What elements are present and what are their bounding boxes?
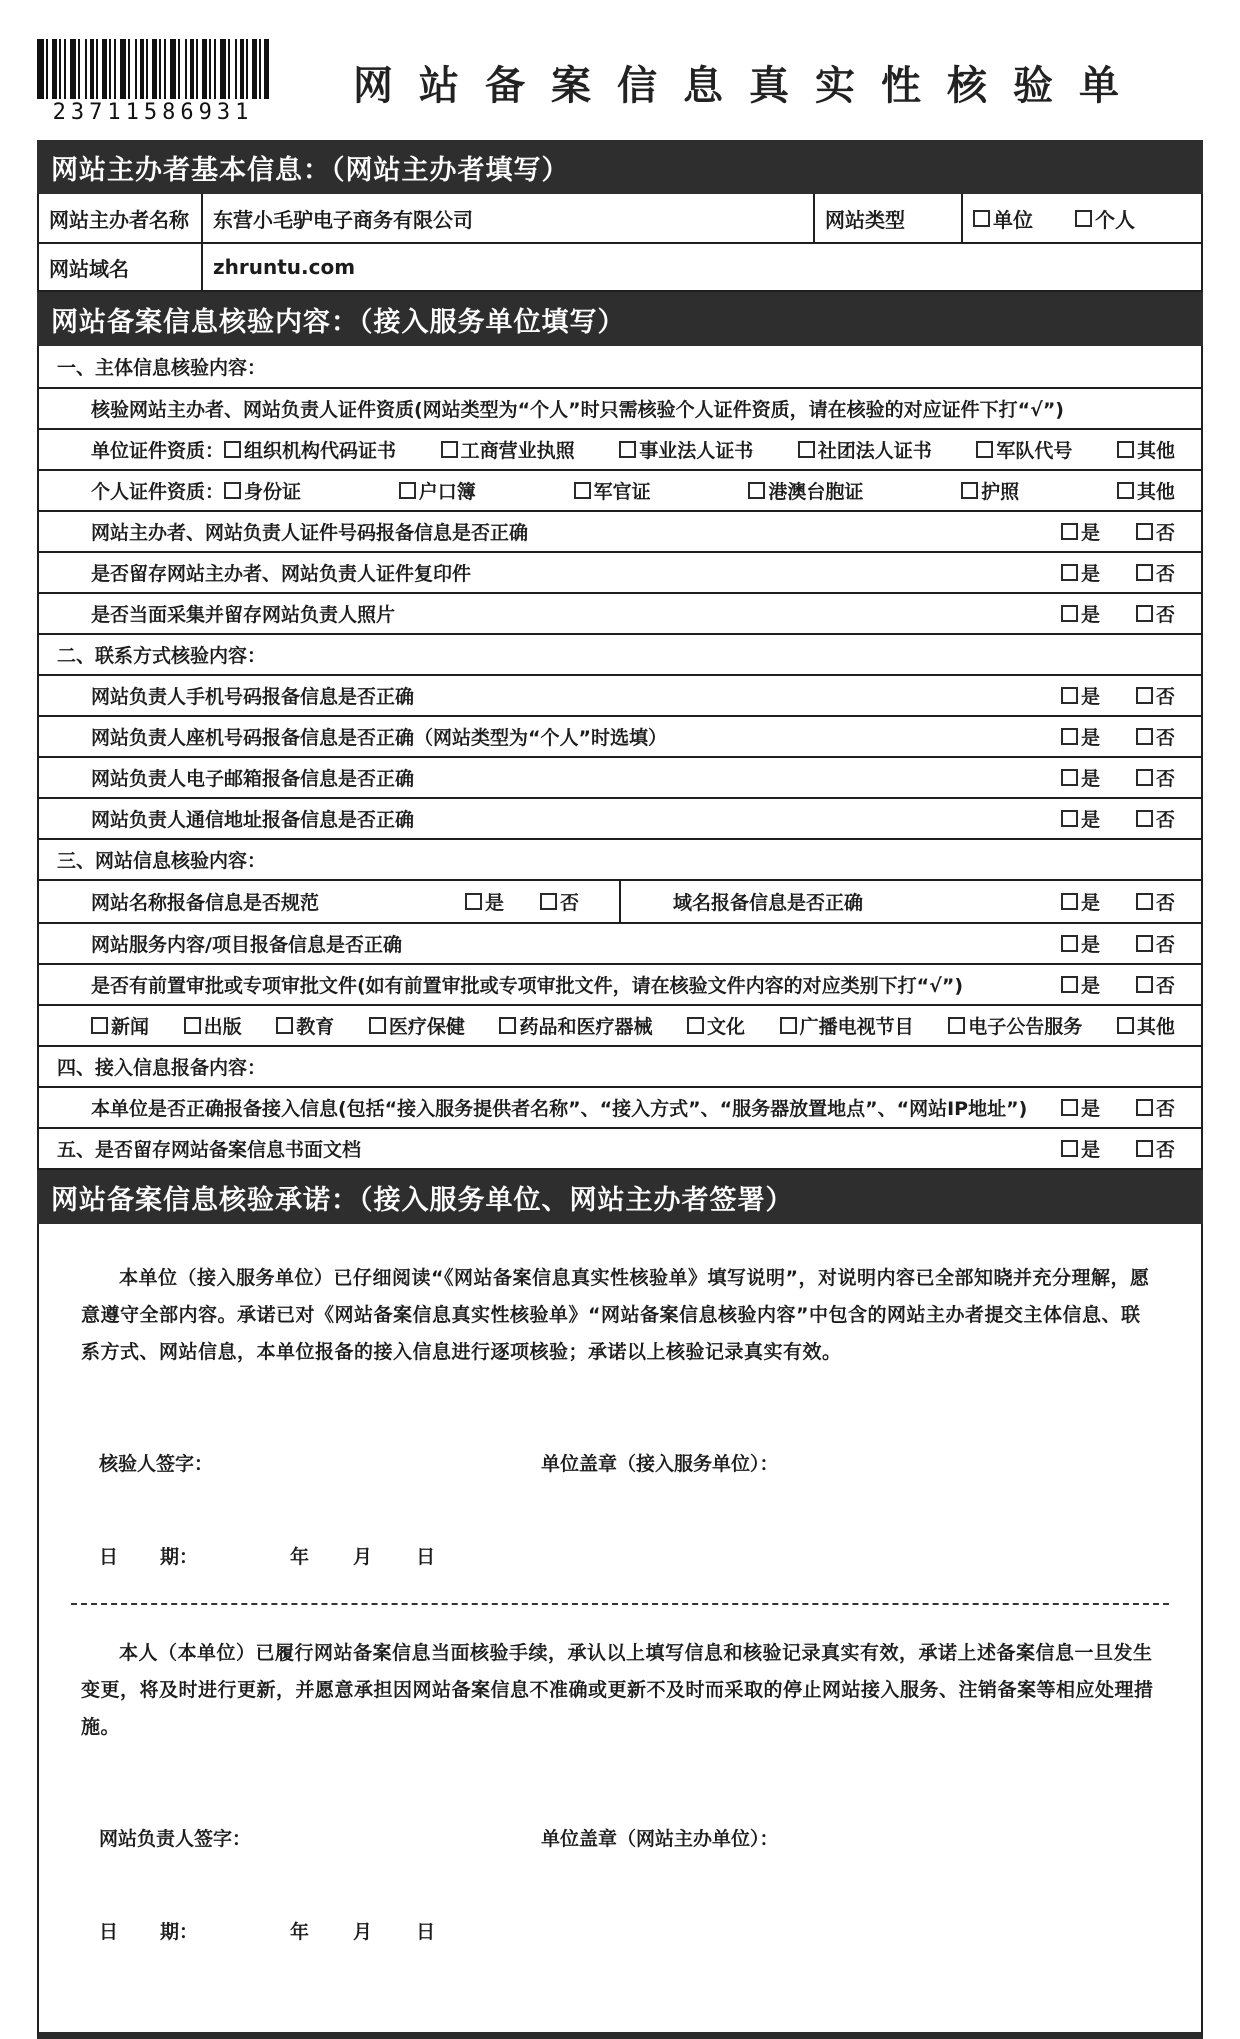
checkbox-no[interactable] <box>1136 559 1175 586</box>
checkbox-site-type-personal[interactable] <box>1075 204 1135 233</box>
checkbox-no[interactable] <box>540 888 579 915</box>
question-label: 是否留存网站主办者、网站负责人证件复印件 <box>91 563 472 585</box>
checkbox-icon <box>1061 1140 1078 1157</box>
checkbox-icon <box>1136 976 1153 993</box>
checkbox-yes[interactable] <box>1061 805 1100 832</box>
date-row-isp <box>81 1542 1159 1569</box>
masthead <box>37 30 1203 134</box>
checkbox-icon <box>1075 210 1092 227</box>
checkbox-military-id[interactable] <box>574 477 651 504</box>
checkbox-icon <box>687 1017 704 1034</box>
checkbox-icon <box>976 441 993 458</box>
pre-approval-row <box>39 963 1201 1004</box>
checkbox-icon <box>465 893 482 910</box>
checkbox-no[interactable] <box>1136 971 1175 998</box>
checkbox-icon <box>1136 935 1153 952</box>
site-manager-signature-label[interactable]: 网站负责人签字： <box>99 1828 252 1850</box>
checkbox-icon <box>1061 893 1078 910</box>
yes-no-group <box>1047 723 1175 750</box>
section-header-pledge: 网站备案信息核验承诺：（接入服务单位、网站主办者签署） <box>37 1170 1203 1224</box>
checkbox-label: 否 <box>1155 934 1175 956</box>
question-row <box>39 674 1201 715</box>
site-name-cell <box>39 881 621 922</box>
part1-note: 核验网站主办者、网站负责人证件资质(网站类型为“个人”时只需核验个人证件资质，请在核验的对应证件下打“√”) <box>39 387 1201 428</box>
checkbox-icon <box>184 1017 201 1034</box>
barcode-icon <box>37 39 269 99</box>
checkbox-icon <box>1061 935 1078 952</box>
checkbox-label: 否 <box>559 892 579 914</box>
checkbox-icon <box>1136 1099 1153 1116</box>
owner-seal-label[interactable]: 单位盖章（网站主办单位）： <box>541 1828 779 1850</box>
question-label: 域名报备信息是否正确 <box>673 892 864 914</box>
checkbox-icon <box>540 893 557 910</box>
checkbox-icon <box>1061 523 1078 540</box>
checkbox-yes[interactable] <box>1061 1094 1100 1121</box>
unit-cert-row <box>39 428 1201 469</box>
checkbox-drugs-devices[interactable] <box>499 1012 652 1039</box>
personal-cert-row <box>39 469 1201 510</box>
date-month-label[interactable]: 月 <box>353 1546 373 1568</box>
section-header-owner-info: 网站主办者基本信息：（网站主办者填写） <box>37 140 1203 194</box>
checkbox-yes[interactable] <box>1061 723 1100 750</box>
form-page <box>37 0 1203 2039</box>
checkbox-icon <box>574 482 591 499</box>
checkbox-label: 文化 <box>707 1016 746 1038</box>
part2-title: 二、联系方式核验内容： <box>39 633 1201 674</box>
checkbox-no[interactable] <box>1136 805 1175 832</box>
checkbox-icon <box>798 441 815 458</box>
checkbox-label: 否 <box>1155 975 1175 997</box>
category-row <box>39 1004 1201 1045</box>
checkbox-icon <box>948 1017 965 1034</box>
checkbox-label: 事业法人证书 <box>639 440 754 462</box>
checkbox-icon <box>499 1017 516 1034</box>
checkbox-icon <box>780 1017 797 1034</box>
checkbox-label: 否 <box>1155 563 1175 585</box>
checkbox-yes[interactable] <box>1061 518 1100 545</box>
checkbox-icon <box>276 1017 293 1034</box>
checkbox-label: 否 <box>1155 892 1175 914</box>
checkbox-icon <box>1136 893 1153 910</box>
yes-no-group <box>1047 971 1175 998</box>
checkbox-label: 身份证 <box>244 481 302 503</box>
checkbox-label: 其他 <box>1136 481 1175 503</box>
yes-no-group <box>1047 805 1175 832</box>
checkbox-icon <box>1136 564 1153 581</box>
question-label: 网站名称报备信息是否规范 <box>91 892 320 914</box>
domain-check-cell <box>621 881 1201 922</box>
checkbox-icon <box>1061 976 1078 993</box>
checkbox-label: 否 <box>1155 727 1175 749</box>
question-label: 是否当面采集并留存网站负责人照片 <box>91 604 396 626</box>
question-row <box>39 756 1201 797</box>
checkbox-no[interactable] <box>1136 930 1175 957</box>
checkbox-label: 是 <box>1080 563 1100 585</box>
checkbox-no[interactable] <box>1136 1094 1175 1121</box>
checkbox-yes[interactable] <box>1061 971 1100 998</box>
checkbox-icon <box>369 1017 386 1034</box>
checkbox-yes[interactable] <box>1061 888 1100 915</box>
checkbox-label: 是 <box>1080 1139 1100 1161</box>
date-year-label[interactable]: 年 <box>290 1921 310 1943</box>
question-row <box>39 592 1201 633</box>
checkbox-label: 个人 <box>1095 207 1135 232</box>
checkbox-no[interactable] <box>1136 1135 1175 1162</box>
checkbox-label: 是 <box>1080 975 1100 997</box>
checkbox-healthcare[interactable] <box>369 1012 465 1039</box>
pledge-paragraph-isp: 本单位（接入服务单位）已仔细阅读“《网站备案信息真实性核验单》填写说明”，对说明内容已全部知晓并充分理解，愿意遵守全部内容。承诺已对《网站备案信息真实性核验单》“网站备案信息核验内容”中包含的网站主办者提交主体信息、联系方式、网站信息，本单位报备的接入信息进行逐项核验；承诺以上核验记录真实有效。 <box>81 1267 1150 1363</box>
section-header-verify-content: 网站备案信息核验内容：（接入服务单位填写） <box>37 292 1203 346</box>
yes-no-group <box>1047 682 1175 709</box>
yes-no-group <box>1047 1094 1175 1121</box>
date-day-label[interactable]: 日 <box>416 1921 436 1943</box>
access-info-row <box>39 1086 1201 1127</box>
question-row <box>39 551 1201 592</box>
checkbox-yes[interactable] <box>1061 682 1100 709</box>
question-label: 网站负责人通信地址报备信息是否正确 <box>91 809 415 831</box>
unit-cert-label: 单位证件资质： <box>91 440 225 462</box>
checkbox-icon <box>1061 810 1078 827</box>
yes-no-group <box>1047 600 1175 627</box>
site-type-label: 网站类型 <box>813 194 961 242</box>
table-row <box>39 194 1201 242</box>
table-row <box>39 242 1201 290</box>
checkbox-yes[interactable] <box>1061 764 1100 791</box>
checkbox-icon <box>1061 564 1078 581</box>
checkbox-yes[interactable] <box>1061 600 1100 627</box>
personal-cert-label: 个人证件资质： <box>91 481 225 503</box>
sign-row-owner <box>81 1824 1159 1851</box>
question-label: 五、是否留存网站备案信息书面文档 <box>57 1139 362 1161</box>
checkbox-label: 社团法人证书 <box>817 440 932 462</box>
barcode-block <box>37 39 285 125</box>
checkbox-icon <box>1136 605 1153 622</box>
checkbox-publishing[interactable] <box>184 1012 242 1039</box>
sign-row-isp <box>81 1449 1159 1476</box>
checkbox-label: 军官证 <box>593 481 651 503</box>
question-label: 网站主办者、网站负责人证件号码报备信息是否正确 <box>91 522 529 544</box>
question-row <box>39 715 1201 756</box>
checkbox-label: 组织机构代码证书 <box>244 440 397 462</box>
verifier-signature-label[interactable]: 核验人签字： <box>99 1453 214 1475</box>
checkbox-no[interactable] <box>1136 723 1175 750</box>
question-label: 网站服务内容/项目报备信息是否正确 <box>91 934 402 956</box>
yes-no-group <box>1047 764 1175 791</box>
part5-row <box>39 1127 1201 1168</box>
checkbox-label: 是 <box>1080 892 1100 914</box>
verify-table <box>37 346 1203 1170</box>
checkbox-broadcast-tv[interactable] <box>780 1012 914 1039</box>
checkbox-label: 是 <box>1080 768 1100 790</box>
checkbox-label: 否 <box>1155 686 1175 708</box>
checkbox-icon <box>1136 523 1153 540</box>
checkbox-label: 否 <box>1155 1139 1175 1161</box>
checkbox-label: 其他 <box>1136 1016 1175 1038</box>
checkbox-icon <box>1061 728 1078 745</box>
checkbox-institution-cert[interactable] <box>619 436 753 463</box>
date-label: 期： <box>160 1921 199 1943</box>
checkbox-label: 是 <box>1080 934 1100 956</box>
checkbox-label: 是 <box>1080 727 1100 749</box>
checkbox-icon <box>1061 769 1078 786</box>
checkbox-label: 教育 <box>296 1016 335 1038</box>
checkbox-no[interactable] <box>1136 682 1175 709</box>
checkbox-icon <box>1117 482 1134 499</box>
question-label: 网站负责人手机号码报备信息是否正确 <box>91 686 415 708</box>
checkbox-hk-macao-taiwan-permit[interactable] <box>748 477 863 504</box>
checkbox-personal-other[interactable] <box>1117 477 1175 504</box>
checkbox-icon <box>973 210 990 227</box>
owner-name-label: 网站主办者名称 <box>49 207 189 232</box>
checkbox-label: 否 <box>1155 809 1175 831</box>
checkbox-household-register[interactable] <box>399 477 476 504</box>
checkbox-yes[interactable] <box>1061 1135 1100 1162</box>
checkbox-icon <box>1136 1140 1153 1157</box>
checkbox-label: 电子公告服务 <box>968 1016 1083 1038</box>
question-row <box>39 922 1201 963</box>
date-year-label[interactable]: 年 <box>290 1546 310 1568</box>
checkbox-label: 是 <box>1080 604 1100 626</box>
checkbox-no[interactable] <box>1136 518 1175 545</box>
checkbox-culture[interactable] <box>687 1012 745 1039</box>
checkbox-yes[interactable] <box>465 888 504 915</box>
checkbox-label: 是 <box>1080 686 1100 708</box>
pledge-box <box>37 1224 1203 2039</box>
barcode-number: 23711586931 <box>52 100 254 125</box>
checkbox-no[interactable] <box>1136 764 1175 791</box>
date-month-label[interactable]: 月 <box>353 1921 373 1943</box>
checkbox-social-org-cert[interactable] <box>798 436 932 463</box>
checkbox-label: 广播电视节目 <box>799 1016 914 1038</box>
checkbox-business-license[interactable] <box>441 436 575 463</box>
checkbox-icon <box>1061 687 1078 704</box>
checkbox-bbs-service[interactable] <box>948 1012 1082 1039</box>
personal-cert-lead <box>91 477 301 504</box>
question-row <box>39 510 1201 551</box>
checkbox-icon <box>224 482 241 499</box>
checkbox-label: 否 <box>1155 1098 1175 1120</box>
yes-no-group <box>1047 518 1175 545</box>
checkbox-yes[interactable] <box>1061 559 1100 586</box>
checkbox-news[interactable] <box>91 1012 149 1039</box>
checkbox-label: 否 <box>1155 522 1175 544</box>
checkbox-icon <box>1061 605 1078 622</box>
checkbox-yes[interactable] <box>1061 930 1100 957</box>
checkbox-label: 是 <box>1080 809 1100 831</box>
checkbox-label: 出版 <box>203 1016 242 1038</box>
question-label: 本单位是否正确报备接入信息(包括“接入服务提供者名称”、“接入方式”、“服务器放置地点”、“网站IP地址”) <box>91 1098 1028 1120</box>
site-name-domain-row <box>39 879 1201 922</box>
checkbox-label: 是 <box>1080 522 1100 544</box>
part3-title: 三、网站信息核验内容： <box>39 838 1201 879</box>
date-label: 日 <box>99 1546 119 1568</box>
checkbox-unit-other[interactable] <box>1117 436 1175 463</box>
checkbox-icon <box>619 441 636 458</box>
checkbox-passport[interactable] <box>961 477 1019 504</box>
question-label: 网站负责人座机号码报备信息是否正确（网站类型为“个人”时选填） <box>91 727 667 749</box>
checkbox-icon <box>1136 810 1153 827</box>
checkbox-site-type-unit[interactable] <box>973 204 1033 233</box>
checkbox-icon <box>1136 769 1153 786</box>
domain-label: 网站域名 <box>49 256 129 281</box>
owner-name-value[interactable]: 东营小毛驴电子商务有限公司 <box>201 194 813 242</box>
yes-no-group <box>1047 888 1175 915</box>
isp-seal-label[interactable]: 单位盖章（接入服务单位）： <box>541 1453 779 1475</box>
checkbox-id-card[interactable] <box>224 477 301 504</box>
cut-line <box>71 1603 1169 1605</box>
question-row <box>39 797 1201 838</box>
checkbox-org-code-cert[interactable] <box>224 436 396 463</box>
checkbox-icon <box>91 1017 108 1034</box>
checkbox-icon <box>1117 1017 1134 1034</box>
checkbox-label: 是 <box>1080 1098 1100 1120</box>
checkbox-icon <box>441 441 458 458</box>
checkbox-label: 否 <box>1155 768 1175 790</box>
checkbox-no[interactable] <box>1136 888 1175 915</box>
pledge-paragraph-owner: 本人（本单位）已履行网站备案信息当面核验手续，承认以上填写信息和核验记录真实有效，承诺上述备案信息一旦发生变更，将及时进行更新，并愿意承担因网站备案信息不准确或更新不及时而采取的停止网站接入服务、注销备案等相应处理措施。 <box>81 1642 1154 1738</box>
checkbox-military-code[interactable] <box>976 436 1072 463</box>
checkbox-category-other[interactable] <box>1117 1012 1175 1039</box>
question-label: 是否有前置审批或专项审批文件(如有前置审批或专项审批文件，请在核验文件内容的对应类别下打“√”) <box>91 975 964 997</box>
checkbox-label: 否 <box>1155 604 1175 626</box>
checkbox-label: 军队代号 <box>996 440 1073 462</box>
checkbox-label: 药品和医疗器械 <box>519 1016 653 1038</box>
checkbox-label: 户口簿 <box>418 481 476 503</box>
domain-value[interactable]: zhruntu.com <box>201 244 1201 290</box>
yes-no-group <box>1047 1135 1175 1162</box>
date-label: 期： <box>160 1546 199 1568</box>
checkbox-icon <box>1136 687 1153 704</box>
owner-info-table <box>37 194 1203 292</box>
date-day-label[interactable]: 日 <box>416 1546 436 1568</box>
checkbox-label: 是 <box>484 892 504 914</box>
checkbox-label: 工商营业执照 <box>460 440 575 462</box>
part1-title: 一、主体信息核验内容： <box>57 357 267 379</box>
checkbox-label: 医疗保健 <box>388 1016 465 1038</box>
question-label: 网站负责人电子邮箱报备信息是否正确 <box>91 768 415 790</box>
yes-no-group <box>451 888 579 915</box>
checkbox-no[interactable] <box>1136 600 1175 627</box>
checkbox-icon <box>1061 1099 1078 1116</box>
date-row-owner <box>81 1917 1159 1944</box>
checkbox-label: 其他 <box>1136 440 1175 462</box>
checkbox-label: 港澳台胞证 <box>768 481 864 503</box>
part4-title: 四、接入信息报备内容： <box>39 1045 1201 1086</box>
checkbox-label: 单位 <box>993 207 1033 232</box>
checkbox-label: 护照 <box>981 481 1020 503</box>
yes-no-group <box>1047 559 1175 586</box>
date-label: 日 <box>99 1921 119 1943</box>
checkbox-icon <box>399 482 416 499</box>
yes-no-group <box>1047 930 1175 957</box>
checkbox-icon <box>1117 441 1134 458</box>
page-title: 网站备案信息真实性核验单 <box>353 62 1145 109</box>
checkbox-label: 新闻 <box>111 1016 150 1038</box>
checkbox-icon <box>961 482 978 499</box>
site-type-options <box>961 194 1201 242</box>
unit-cert-lead <box>91 436 396 463</box>
checkbox-icon <box>748 482 765 499</box>
checkbox-icon <box>224 441 241 458</box>
checkbox-icon <box>1136 728 1153 745</box>
checkbox-education[interactable] <box>276 1012 334 1039</box>
